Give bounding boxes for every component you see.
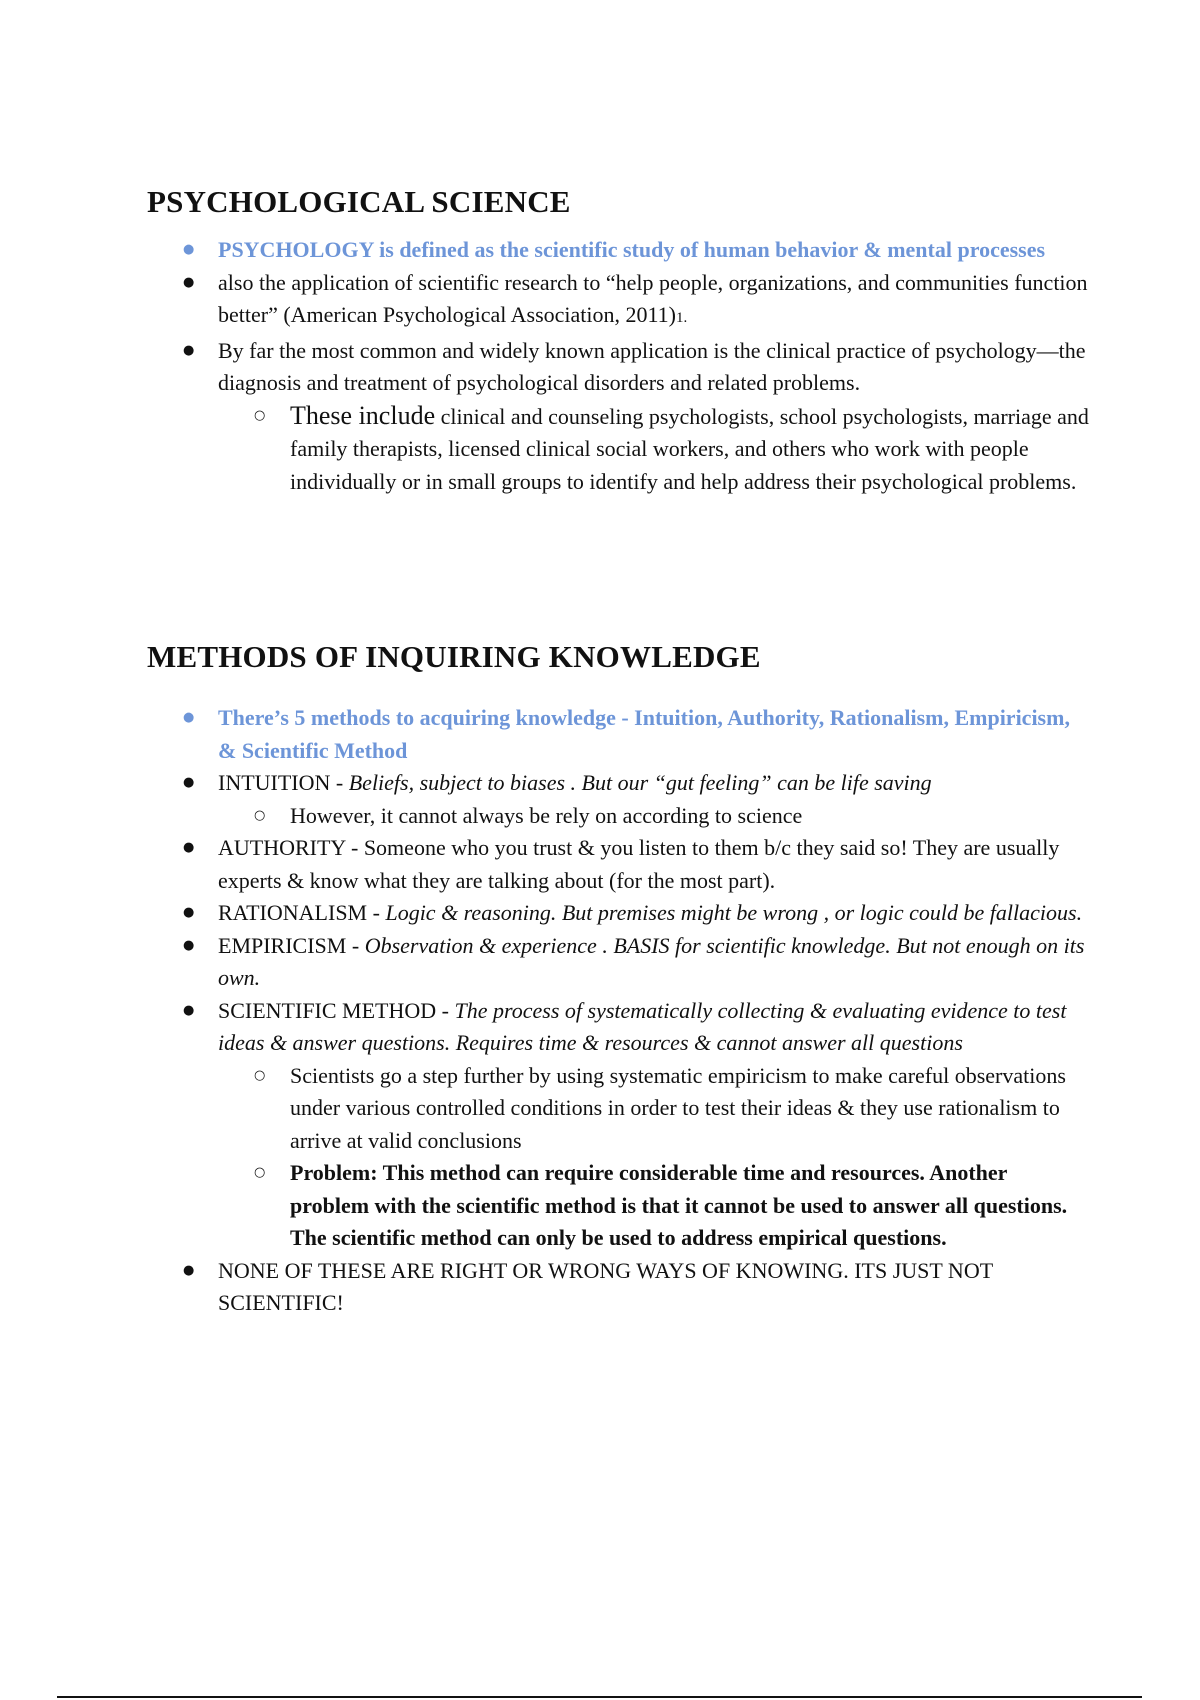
- rationalism-term: RATIONALISM -: [218, 900, 386, 925]
- sub-item-text: clinical and counseling psychologists, school psychologists, marriage and family therapists, licensed clinical social workers, and others who work with people individually or in small groups to identify and help address their psychological problems.: [290, 403, 1089, 494]
- list-item-authority: ● AUTHORITY - Someone who you trust & you listen to them b/c they said so! They are usually experts & know what they are talking about (for the most part).: [0, 832, 1090, 897]
- sub-item-lead: These include: [290, 400, 436, 430]
- list-item-definition: ● PSYCHOLOGY is defined as the scientific study of human behavior & mental processes: [0, 234, 1090, 267]
- rationalism-desc: Logic & reasoning. But premises might be wrong , or logic could be fallacious.: [385, 900, 1083, 925]
- list-item-empiricism: [0, 930, 1090, 995]
- page-bottom-rule: [57, 1696, 1142, 1698]
- empiricism-term: EMPIRICISM -: [218, 932, 365, 958]
- footnote-mark: 1.: [676, 310, 688, 326]
- application-text: also the application of scientific research to “help people, organizations, and communities function better” (American Psychological Association, 2011): [218, 269, 1088, 327]
- scientific-method-term: SCIENTIFIC METHOD -: [218, 997, 455, 1023]
- list-item-methods-intro: ● There’s 5 methods to acquiring knowledge - Intuition, Authority, Rationalism, Empiricism, & Scientific Method: [0, 702, 1090, 767]
- intuition-term: INTUITION -: [218, 770, 349, 795]
- section-heading-psychological-science: PSYCHOLOGICAL SCIENCE: [147, 184, 571, 219]
- methods-list: [0, 702, 1200, 1320]
- sub-item-practitioners: [0, 400, 1090, 499]
- list-item-closing: ● NONE OF THESE ARE RIGHT OR WRONG WAYS OF KNOWING. ITS JUST NOT SCIENTIFIC!: [0, 1255, 1090, 1320]
- empiricism-desc: Observation & experience . BASIS for scientific knowledge. But not enough on its own.: [218, 932, 1085, 990]
- scientific-method-desc: The process of systematically collecting & evaluating evidence to test ideas & answer questions. Requires time & resources & cannot answer all questions: [218, 997, 1067, 1055]
- section-heading-methods: METHODS OF INQUIRING KNOWLEDGE: [147, 639, 761, 674]
- list-item-scientific-method: [0, 995, 1090, 1060]
- sub-item-intuition: ○ However, it cannot always be rely on according to science: [0, 800, 1090, 833]
- intuition-desc: Beliefs, subject to biases . But our “gut feeling” can be life saving: [348, 770, 932, 795]
- sub-item-problem: ○ Problem: This method can require considerable time and resources. Another problem with the scientific method is that it cannot be used to answer all questions. The scientific method can only be used to address empirical questions.: [0, 1157, 1090, 1255]
- list-item-rationalism: [0, 897, 1090, 930]
- list-item-clinical-practice: ● By far the most common and widely known application is the clinical practice of psychology—the diagnosis and treatment of psychological disorders and related problems.: [0, 335, 1090, 400]
- sub-item-systematic-empiricism: ○ Scientists go a step further by using systematic empiricism to make careful observations under various controlled conditions in order to test their ideas & they use rationalism to arrive at valid conclusions: [0, 1060, 1090, 1158]
- list-item-application: [0, 267, 1090, 335]
- psychological-science-list: [0, 234, 1200, 498]
- list-item-intuition: [0, 767, 1090, 800]
